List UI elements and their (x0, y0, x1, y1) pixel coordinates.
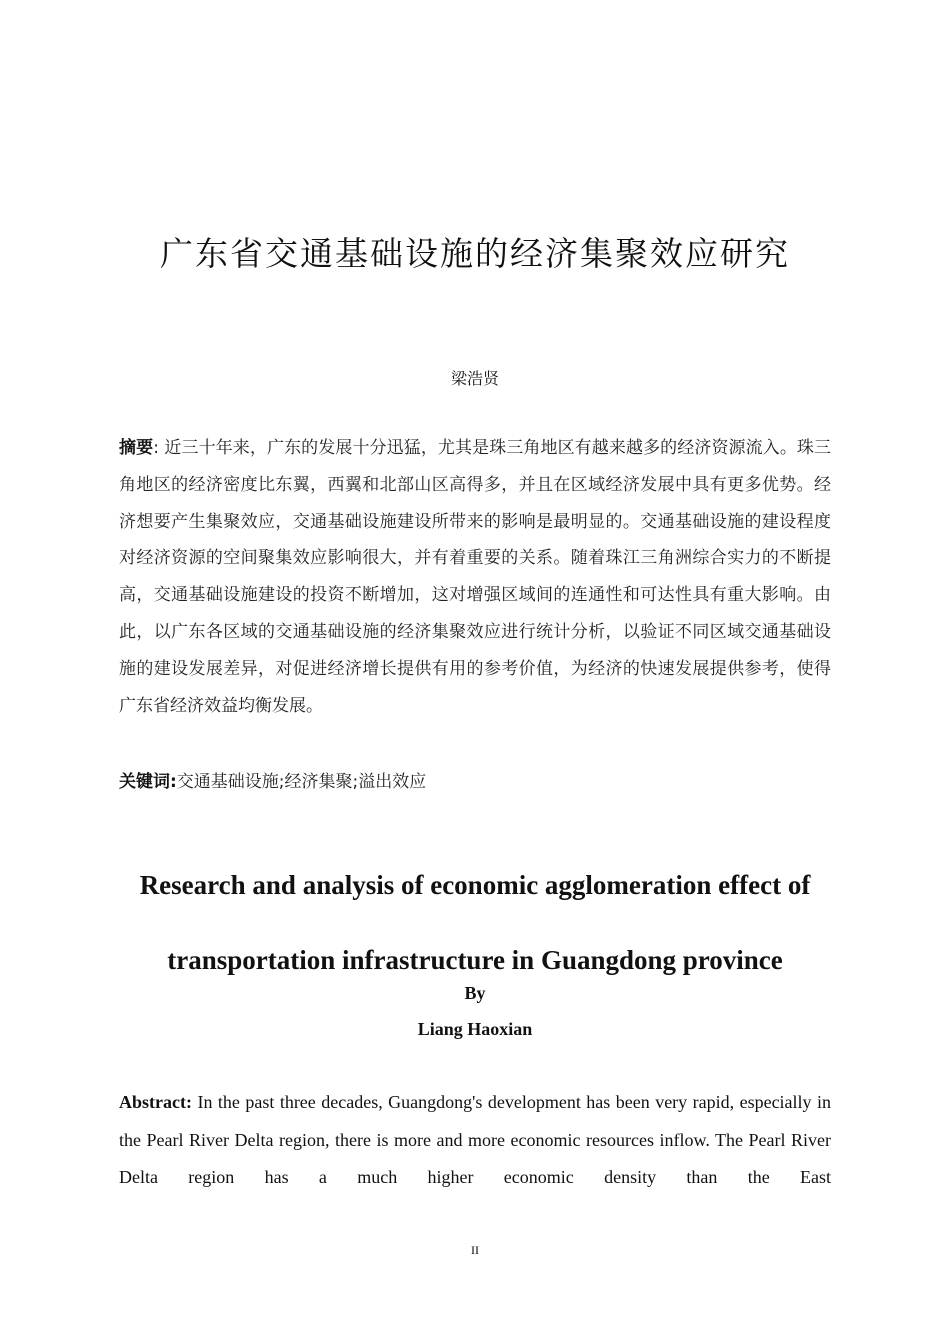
english-title: Research and analysis of economic agglomeration effect of transportation infrastructure in Guangdong province (139, 870, 811, 975)
english-author: Liang Haoxian (417, 1019, 533, 1039)
chinese-keywords (119, 767, 831, 797)
chinese-keywords-text: 交通基础设施;经济集聚;溢出效应 (176, 772, 427, 792)
english-abstract-label: Abstract: (119, 1092, 192, 1112)
english-by-line: By (464, 983, 486, 1003)
chinese-abstract-label: 摘要 (119, 438, 154, 458)
chinese-abstract (119, 430, 831, 724)
page-number: II (471, 1243, 479, 1257)
chinese-title: 广东省交通基础设施的经济集聚效应研究 (160, 234, 790, 273)
chinese-abstract-text: : 近三十年来，广东的发展十分迅猛，尤其是珠三角地区有越来越多的经济资源流入。珠三角地区的经济密度比东翼，西翼和北部山区高得多，并且在区域经济发展中具有更多优势。经济想要产生集聚效应，交通基础设施建设所带来的影响是最明显的。交通基础设施的建设程度对经济资源的空间聚集效应影响很大，并有着重要的关系。随着珠江三角洲综合实力的不断提高，交通基础设施建设的投资不断增加，这对增强区域间的连通性和可达性具有重大影响。由此，以广东各区域的交通基础设施的经济集聚效应进行统计分析，以验证不同区域交通基础设施的建设发展差异，对促进经济增长提供有用的参考价值，为经济的快速发展提供参考，使得广东省经济效益均衡发展。 (119, 438, 832, 716)
chinese-author: 梁浩贤 (450, 369, 499, 388)
chinese-keywords-label: 关键词: (119, 772, 177, 792)
english-abstract (119, 1084, 831, 1197)
english-abstract-text: In the past three decades, Guangdong's development has been very rapid, especially in the Pearl River Delta region, there is more and more economic resources inflow. The Pearl River Delta region has a much higher economic density than the East (119, 1092, 832, 1187)
